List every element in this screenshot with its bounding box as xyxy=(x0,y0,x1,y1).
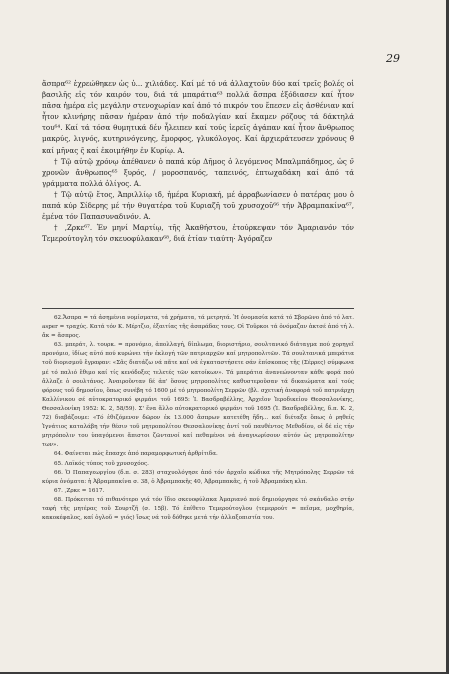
footnote-65: 65. Λαϊκός τύπος τοῦ χρυσοχόος. xyxy=(54,460,149,467)
main-paragraph-4: † ,Ζρκε⁶⁷. Ἐν μηνί Μαρτίῳ, τῆς Ἀκαθήστου, ἐτούρκεψαν τόν Ἀμαριανόν τόν Τεμερούτογλη τόν σκευοφύλακαν⁶⁸, διά ἐτίαν τιαύτη· Ἀγόραζεν xyxy=(42,223,354,244)
footnote-64: 64. Φαίνεται πώς ἔπασχε ἀπό παραμορφωτική ἀρθρίτιδα. xyxy=(54,451,218,458)
main-paragraph-2: † Τῷ αὐτῷ χρόνῳ ἀπέθανεν ὁ παπά κύρ Δῆμος ὁ λεγόμενος Μπαλμπάδημος, ὡς ν̄ χρονῶν ἄνθρωπος⁶⁵ ξυρός, / μοροσπανός, ταπεινός, ἐπτωχαδάκη καί ἀπό τά γράμματα πολλά ὀλίγος. Α. xyxy=(42,156,354,188)
main-text xyxy=(42,78,354,244)
main-paragraph-1: ἄσπρα⁶² ἐχρεώθηκεν ὡς ὑ... χιλιάδες. Καί μέ τό νά ἀλλαχτοῦν δύο καί τρεῖς βολές οἱ βασιλῆς εἰς τόν καιρόν του, διά τά μπαράτια⁶³ πολλά ἄσπρα ἐξόδιασεν καί ἦτον πᾶσα ἡμέρα εἰς μεγάλην στενοχωρίαν καί ἀπό τό πικρόν του ἔπεσεν εἰς ἀσθένιαν καί ἦτον κλινήρης πᾶσαν ἡμέραν ἀπό τήν ποδαλγίαν καί ἔκαμεν ρόζους τά δάκτηλά του⁶⁴. Καί τά τόσα θυμητικά δέν ἦλειπεν καί τούς ἱερεῖς ἀγάπαν καί ἦτον ἄνθρωπος μακρύς, λιγνός, κυτηρινόγενης, ἔμορφος, γλυκόλογος. Καί ἀρχιεράτευσεν χρόνους θ̄ καί μῆνας ς̄ καί ἐκοιμήθην ἐν Κυρίῳ. Α. xyxy=(42,79,354,155)
footnote-62: 62.Ἄσπρα = τά ἀσημένια νομίσματα, τά χρήματα, τά μετρητά. Ἡ ὀνομασία κατά τό Σβορῶνο ἀπό τό λατ. asper = τραχύς. Κατά τόν Κ. Μέρτζιο, ἐξαιτίας τῆς ἀσπράδας τους. Οἱ Τοῦρκοι τά ὀνόμαζαν ἀκτσέ ἀπό τή λ. ἄκ = ἄσπρος. xyxy=(42,315,354,340)
footnote-67: 67. ,Ζρκε = 1617. xyxy=(54,487,105,494)
main-paragraph-3: † Τῷ αὐτῷ ἔτος, Ἀπριλλίῳ ιδ̄, ἡμέρα Κυριακή, μέ ἀρραβωνίασεν ὁ πατέρας μου ὁ παπά κύρ Σίδερης μέ τήν θυγατέρα τοῦ Κυριαζῆ τοῦ χρυσοχοῦ⁶⁶ τήν Ἀβραμπακίνα⁶⁷, ἐμένα τόν Παπασυναδινόν. Α. xyxy=(42,189,354,222)
footnotes xyxy=(42,314,354,523)
footnote-63: 63. μπεράτ, λ. τουρκ. = προνόμιο, ἀπολλαγή, δίπλωμα, διοριστήριο, σουλτανικό διάταγμα πού χορηγεῖ προνόμιο, ἰδίως αὐτό πού κυρώνει τήν ἐκλογή τῶν πατριαρχῶν καί μητροπολιτῶν. Τά σουλτανικά μπεράτια τοῦ διορισμοῦ ἔγραφαν: «Σᾶς διατάζω νά πᾶτε καί νά ἐγκαταστήσετε σάν ἐπίσκοπος τῆς (Σέρρες) σύμφωνα μέ τό παλιό ἔθιμο καί τίς κενόδοξες τελετές τῶν κατοίκων». Τά μπεράτια ἀνανεώνονταν κάθε φορά πού ἄλλαζε ὁ σουλτάνος. Ἀναιροῦνταν δέ ἀπ' ὅσους μητροπολίτες καθυστεροῦσαν τά δικαιώματα καί τούς φόρους τοῦ δημοσίου, ὅπως συνέβη τό 1600 μέ τό μητροπολίτη Σερρῶν (βλ. σχετική ἀναφορά τοῦ πατριάρχη Καλλίνικου σέ αὐτοκρατορικό φιρμάνι τοῦ 1695: Ἰ. Βασδραβέλλης, Ἀρχεῖον Ἱεροδικείου Θεσσαλονίκης, Θεσσαλονίκη 1952: Κ. 2, 58/59). Σ' ἕνα ἄλλο αὐτοκρατορικό φιρμάνι τοῦ 1695 (Ἰ. Βασδραβέλλης, δ.π. Κ. 2, 72) διαβάζουμε: «Τό ἐθιζόμενον δῶρον ἐκ 13.000 ἄσπρων κατετέθη ἤδη... καί διέταξα ὅπως ὁ ρηθείς Ἰγνάτιος καταλάβη τήν θέσιν τοῦ μητροπολίτου Θεσσαλονίκης ἀντί τοῦ παυθέντος Μεθοδίου, οἱ δέ εἰς τήν μητρόπολιν του ὑπαγόμενοι ἄπιστοι ζῶντανοί καί πεθαμένοι νά ἀναγνωρίσουν αὐτόν ὡς μητροπολίτην των». xyxy=(42,342,354,449)
footnote-66: 66. Ὁ Παπαγεωργίου (δ.π. σ. 283) σταχυολόγησε ἀπό τόν ἀρχαῖο κώδικα τῆς Μητρόπολης Σερρῶν τά κύρια ὀνόματα: ἡ Ἀβραμπακίνα σ. 38, ὁ Ἀβραμπακῆς 40, Ἀβραμπακᾶς, ἡ τοῦ Ἀβραμπάκη κλπ. xyxy=(42,469,354,485)
page-number: 29 xyxy=(386,52,400,65)
footnote-separator xyxy=(42,308,354,309)
footnote-68: 68. Πρόκειται τό πιθανότερο γιά τόν ἴδιο σκευοφύλακα Ἀμαριανό πού δημιούργησε τό σκάνδαλο στήν ταφή τῆς μητέρας τοῦ Σουρτζῆ (σ. 15β). Τό ἐπίθετο Τεμερούτογλου (τεμερρούτ = πεῖσμα, μοχθηρία, κακοκέφαλος, καί ὀγλοῦ = γιός) ἴσως νά τοῦ δόθηκε μετά τήν ἀλλαξοπιστία του. xyxy=(42,496,354,522)
